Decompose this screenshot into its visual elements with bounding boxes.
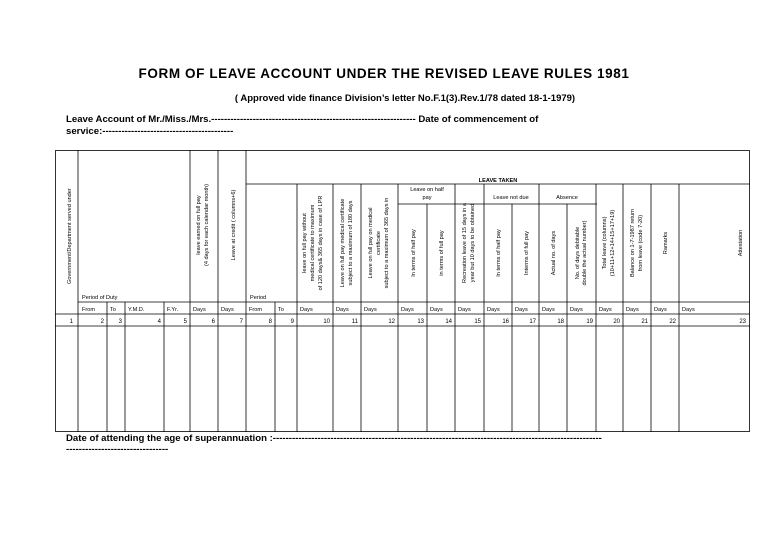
header-full-pay-365-1: Leave on full pay on medical [368, 207, 374, 279]
column-number: 19 [586, 319, 593, 325]
units-row [82, 307, 695, 313]
header-balance-2: from leave (code 7-20) [638, 214, 644, 272]
unit-label: Days [221, 307, 234, 313]
column-number: 9 [290, 319, 294, 325]
header-govt-department: Government/Department served under [67, 188, 73, 284]
column-number: 14 [445, 319, 452, 325]
column-number: 20 [613, 319, 620, 325]
header-full-pay-with-cert-2: subject to a maximum of 180 days [348, 200, 354, 286]
header-attestation: Attestation [738, 229, 744, 257]
header-half-pay-1: Leave on half [410, 187, 444, 193]
superannuation-line-cont: -------------------------------- [66, 444, 169, 455]
header-period: Period [250, 295, 267, 301]
column-number: 5 [183, 319, 187, 325]
header-leave-not-due: Leave not due [493, 195, 529, 201]
column-number: 12 [388, 319, 395, 325]
unit-label: Days [654, 307, 667, 313]
header-full-pay-no-cert-1: leave on full pay without [302, 213, 308, 273]
unit-label: Days [430, 307, 443, 313]
unit-label: To [110, 307, 116, 313]
column-number: 15 [474, 319, 481, 325]
unit-label: Days [542, 307, 555, 313]
form-subtitle: ( Approved vide finance Division’s letter No.F.1(3).Rev.1/78 dated 18-1-1979) [234, 93, 576, 104]
header-total-leave-1: Total leave (columns) [602, 216, 608, 270]
unit-label: Days [515, 307, 528, 313]
form-title: FORM OF LEAVE ACCOUNT UNDER THE REVISED LEAVE RULES 1981 [138, 66, 630, 81]
header-leave-earned-2: (4 days for each calendar month) [204, 183, 210, 267]
unit-label: Y.M.D. [128, 307, 145, 313]
header-full-pay-no-cert-2: medical certificate to maximum [310, 204, 316, 282]
unit-label: To [278, 307, 284, 313]
header-recreation-1: Recreation leave of 15 days in a [462, 203, 468, 283]
column-number: 11 [351, 319, 358, 325]
unit-label: F.Yr. [167, 307, 179, 313]
unit-label: Days [487, 307, 500, 313]
leave-account-line: Leave Account of Mr./Miss./Mrs.---------------------------------------------------------------- Date of commencement of [66, 114, 539, 125]
column-number: 8 [268, 319, 272, 325]
header-remarks: Ramarks [663, 231, 669, 255]
column-number: 1 [69, 319, 73, 325]
header-actual-days: Actual no. of days [551, 230, 557, 276]
header-terms-full-pay: in terms of full pay [439, 230, 445, 276]
unit-label: Days [570, 307, 583, 313]
column-number: 23 [739, 319, 746, 325]
unit-label: Days [401, 307, 414, 313]
header-terms-full-pay-2: Interms of full pay [524, 230, 530, 276]
header-leave-at-credit: Leave at credit ( columns+6) [231, 189, 237, 261]
header-terms-half-pay: In terms of half pay [411, 229, 417, 277]
service-line: service:----------------------------------------- [66, 126, 234, 137]
header-days-debitable-1: No. of days debitable [575, 226, 581, 280]
header-total-leave-2: (10+11+12+14+15+17+19) [610, 209, 616, 277]
superannuation-line: Date of attending the age of superannuation :------------------------------------------------------------------------------------------------------- [66, 433, 602, 444]
unit-label: Days [364, 307, 377, 313]
unit-label: Days [599, 307, 612, 313]
header-recreation-2: year but 10 days to be obtained [470, 203, 476, 283]
header-full-pay-no-cert-3: of 120 days& 365 days in case of LPR [318, 195, 324, 291]
header-full-pay-365-3: subject to a maximum of 365 days in [384, 197, 390, 289]
column-number: 6 [211, 319, 215, 325]
table-grid-lines [55, 150, 750, 432]
header-leave-taken: LEAVE TAKEN [478, 178, 518, 184]
column-number: 10 [323, 319, 330, 325]
unit-label: Days [458, 307, 471, 313]
header-full-pay-365-2: certificate [376, 231, 382, 255]
column-number: 13 [417, 319, 424, 325]
unit-label: From [82, 307, 96, 313]
column-number: 18 [557, 319, 564, 325]
unit-label: Days [682, 307, 695, 313]
column-numbers-row [70, 319, 747, 325]
unit-label: From [249, 307, 263, 313]
header-balance-1: Balance on 1-7-1987 return [630, 208, 636, 278]
unit-label: Days [300, 307, 313, 313]
column-number: 16 [502, 319, 509, 325]
unit-label: Days [626, 307, 639, 313]
header-absence: Absence [556, 195, 578, 201]
column-number: 22 [669, 319, 676, 325]
column-number: 17 [529, 319, 536, 325]
unit-label: Days [193, 307, 206, 313]
unit-label: Days [336, 307, 349, 313]
header-leave-earned-1: leave earned on full pay [196, 195, 202, 255]
column-number: 2 [100, 319, 104, 325]
header-half-pay-2: pay [422, 195, 432, 201]
header-terms-half-pay-2: In terms of half pay [496, 229, 502, 277]
column-number: 3 [118, 319, 122, 325]
header-days-debitable-2: double the actual number) [582, 220, 588, 286]
column-number: 7 [239, 319, 243, 325]
header-full-pay-with-cert-1: Leave on full pay medical certificate [340, 198, 346, 288]
column-number: 4 [157, 319, 161, 325]
header-period-of-duty: Period of Duty [82, 295, 118, 301]
column-number: 21 [641, 319, 648, 325]
